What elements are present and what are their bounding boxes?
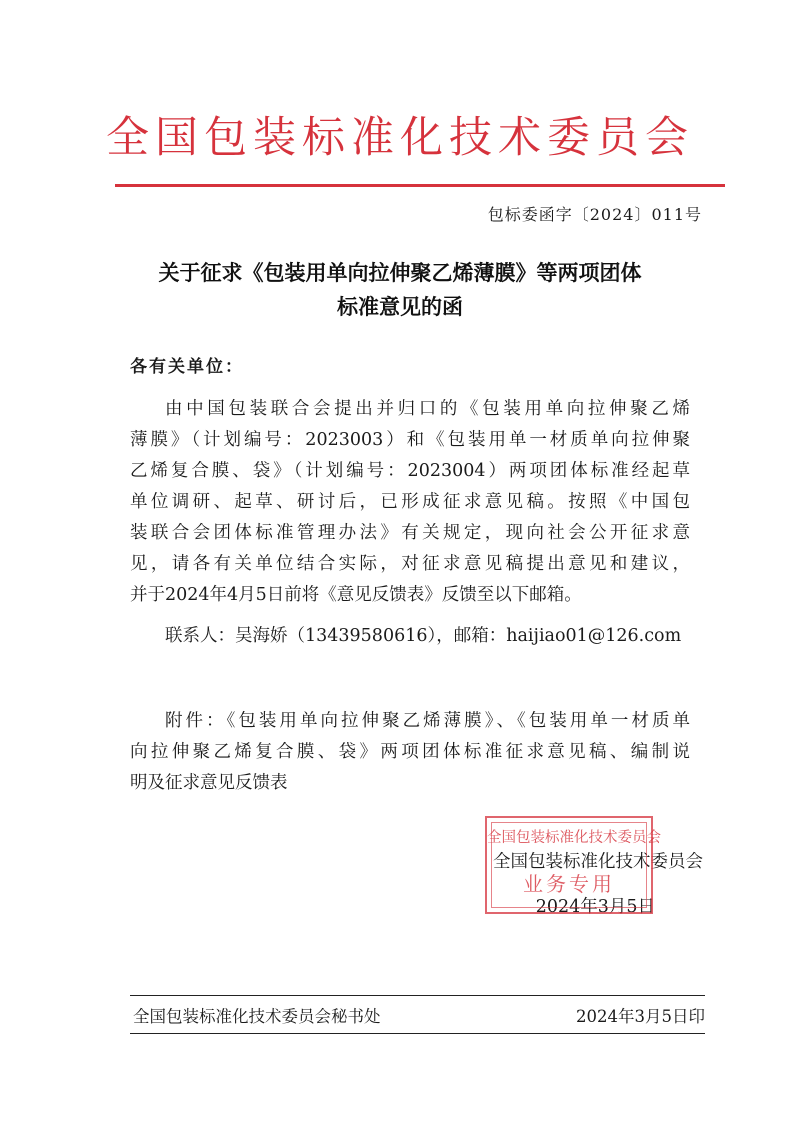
body-line-1: 由中国包装联合会提出并归口的《包装用单向拉伸聚乙烯 <box>165 399 690 419</box>
contact-line: 联系人：吴海娇（13439580616），邮箱：haijiao01@126.com <box>165 626 682 646</box>
seal-top-text: 全国包装标准化技术委员会 <box>487 830 661 846</box>
subject-title <box>90 256 710 324</box>
footer-issuer: 全国包装标准化技术委员会秘书处 <box>133 1007 381 1026</box>
body-line-2: 薄膜》（计划编号：2023003）和《包装用单一材质单向拉伸聚 <box>130 430 690 450</box>
attachment-paragraph <box>130 706 690 799</box>
subject-line-1: 关于征求《包装用单向拉伸聚乙烯薄膜》等两项团体 <box>158 261 642 285</box>
official-seal <box>485 816 661 914</box>
body-line-7: 并于2024年4月5日前将《意见反馈表》反馈至以下邮箱。 <box>130 585 582 605</box>
signature-date: 2024年3月5日 <box>535 897 655 917</box>
footer-top-rule <box>130 995 705 996</box>
attachment-line-3: 明及征求意见反馈表 <box>130 773 288 793</box>
body-paragraph <box>130 394 690 611</box>
footer-bottom-rule <box>130 1033 705 1034</box>
document-number: 包标委函字〔2024〕011号 <box>487 205 702 224</box>
body-line-3: 乙烯复合膜、袋》（计划编号：2023004）两项团体标准经起草 <box>130 461 690 481</box>
body-line-4: 单位调研、起草、研讨后，已形成征求意见稿。按照《中国包 <box>130 492 690 512</box>
seal-bottom-text: 业务专用 <box>523 872 615 896</box>
header-red-rule <box>115 184 725 187</box>
salutation: 各有关单位： <box>130 357 244 377</box>
body-line-6: 见，请各有关单位结合实际，对征求意见稿提出意见和建议， <box>130 554 690 574</box>
signature-org: 全国包装标准化技术委员会 <box>493 852 703 872</box>
org-title: 全国包装标准化技术委员会 <box>106 113 694 163</box>
attachment-line-2: 向拉伸聚乙烯复合膜、袋》两项团体标准征求意见稿、编制说 <box>130 742 690 762</box>
footer-print-date: 2024年3月5日印 <box>576 1007 705 1026</box>
body-line-5: 装联合会团体标准管理办法》有关规定，现向社会公开征求意 <box>130 523 690 543</box>
attachment-line-1: 附件：《包装用单向拉伸聚乙烯薄膜》、《包装用单一材质单 <box>165 711 690 731</box>
subject-line-2: 标准意见的函 <box>337 295 463 319</box>
